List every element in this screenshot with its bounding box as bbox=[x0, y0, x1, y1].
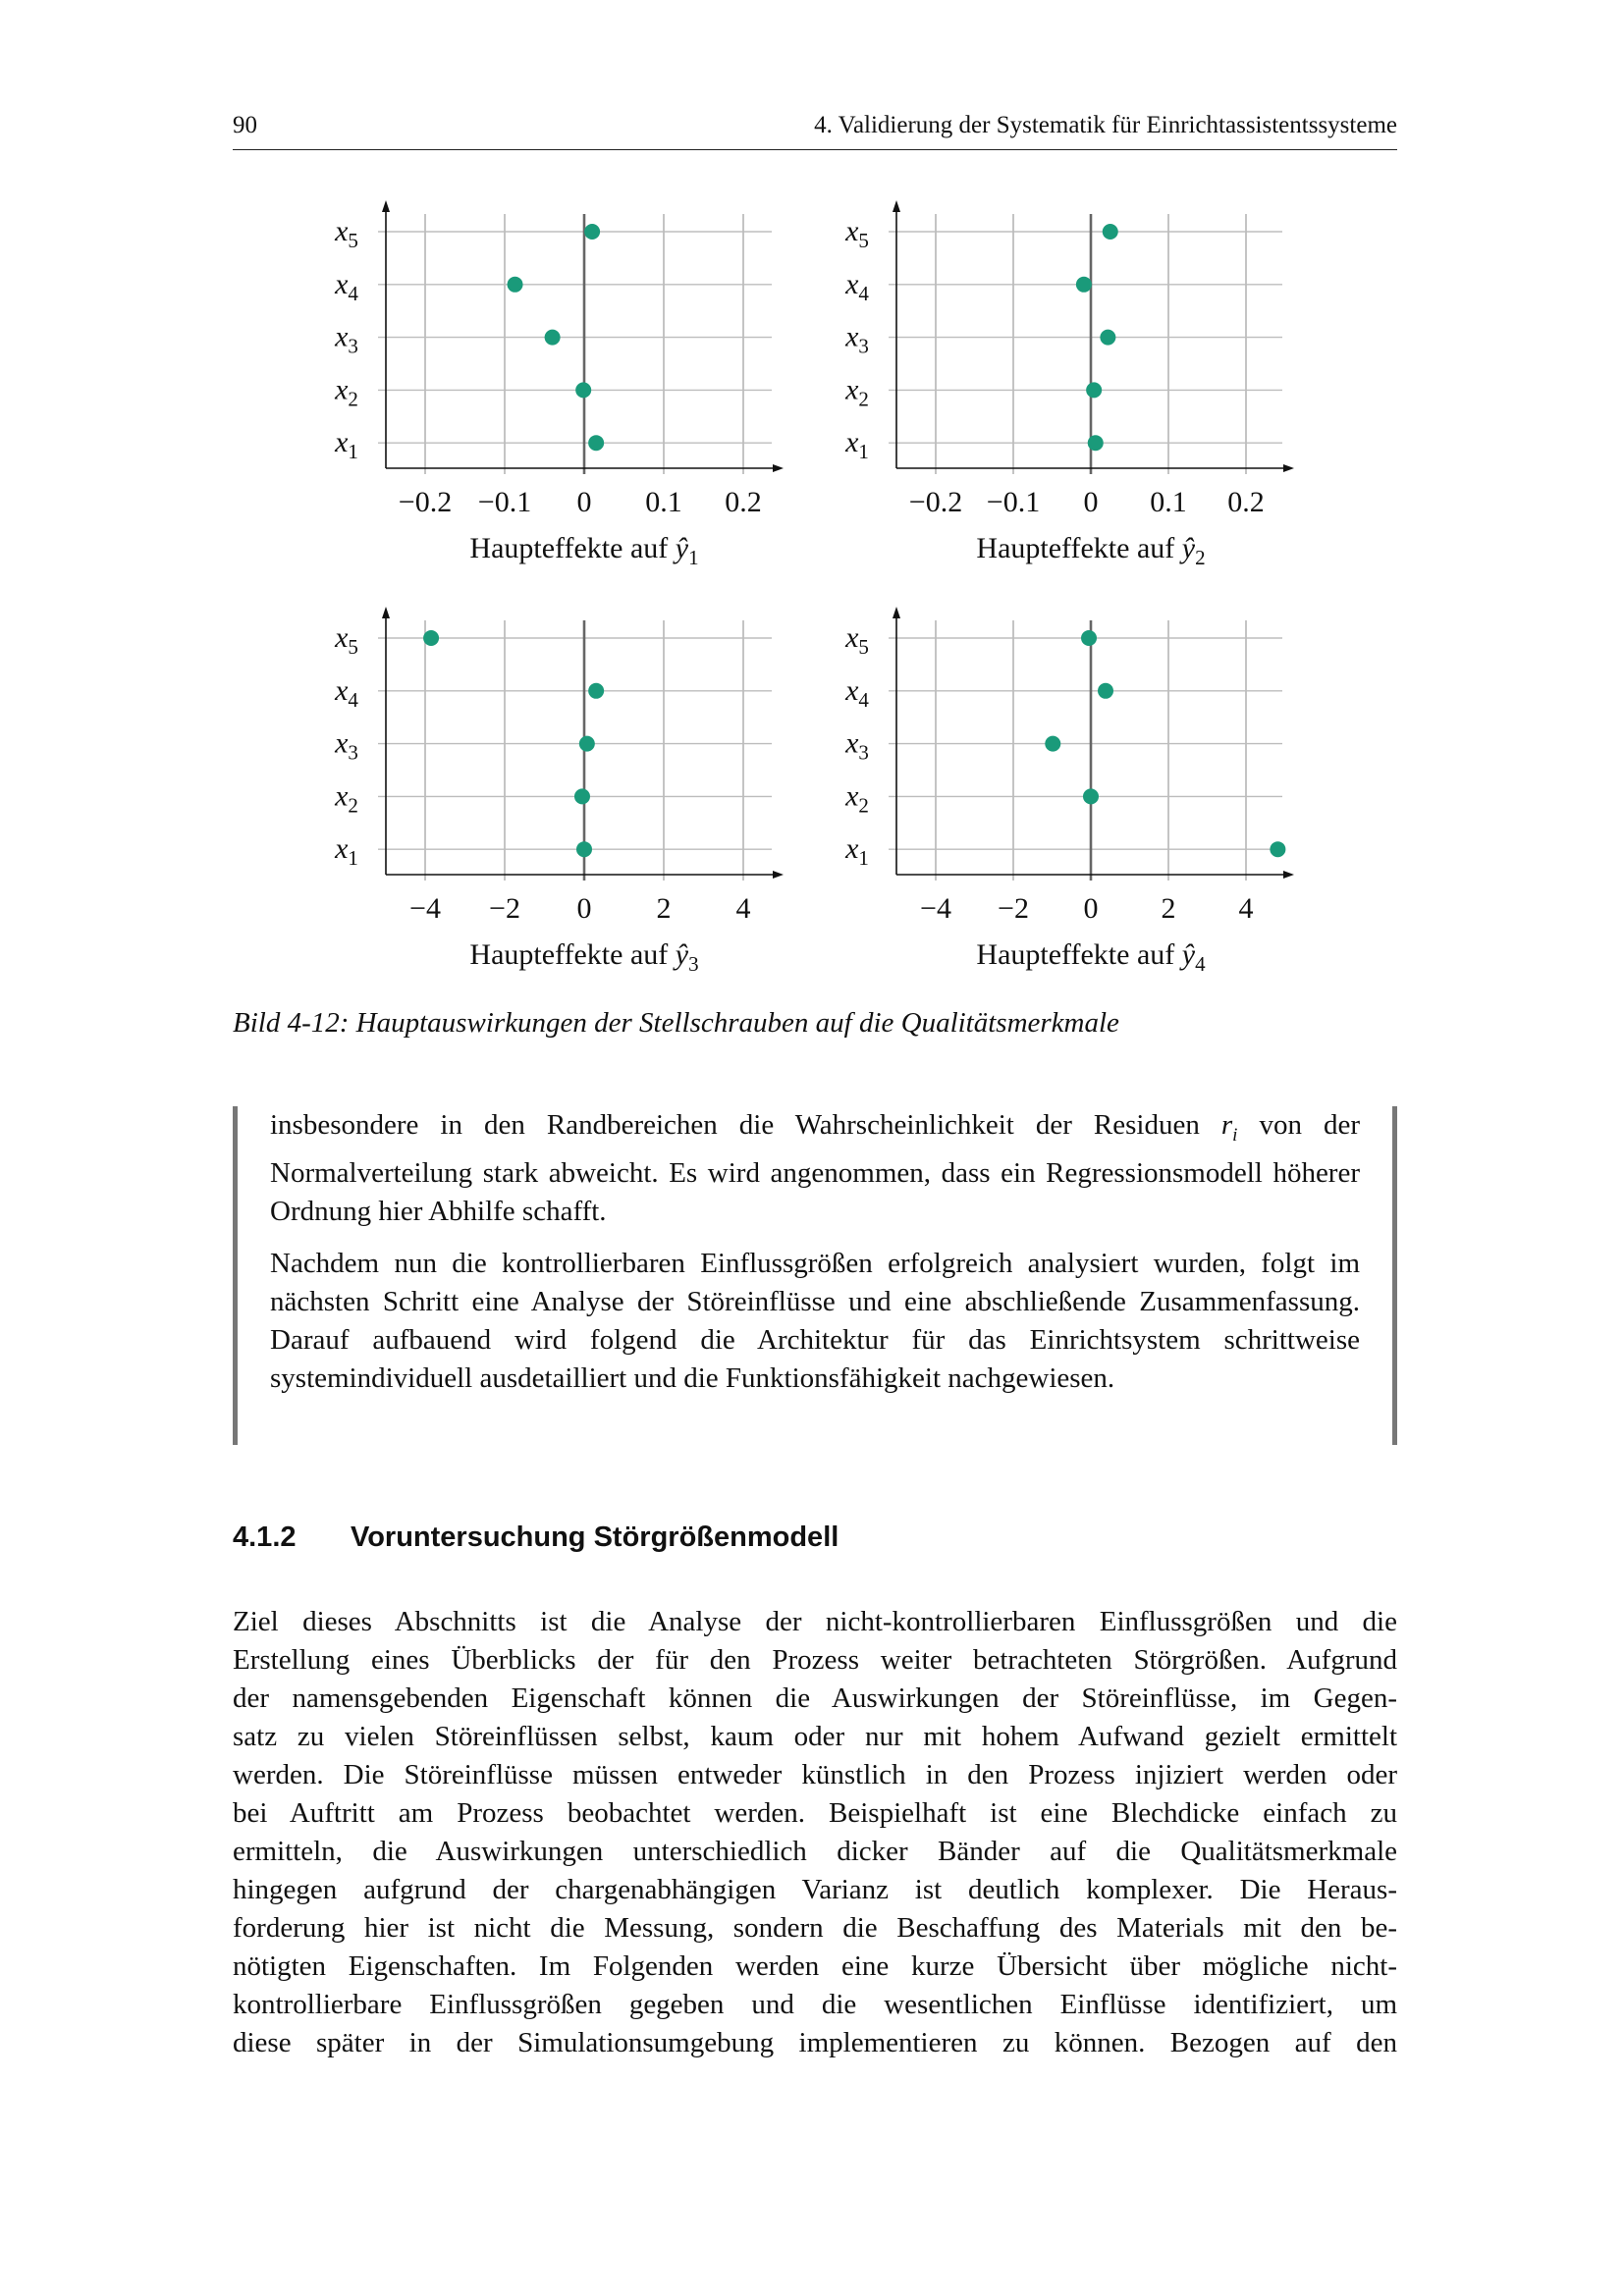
x-axis-title: Haupteffekte auf $ŷ_2$ bbox=[976, 532, 1206, 569]
y-tick-label: $x_5$ bbox=[845, 215, 869, 252]
body-line: diese später in der Simulationsumgebung implementieren zu können. Bezogen auf den bbox=[233, 2027, 1397, 2058]
data-point-x1 bbox=[576, 841, 592, 857]
data-point-x1 bbox=[588, 435, 604, 451]
body-line: Ziel dieses Abschnitts ist die Analyse der nicht-kontrollierbaren Einflussgrößen und die bbox=[233, 1606, 1397, 1637]
y-axis-arrow-icon bbox=[893, 607, 900, 618]
y-tick-label: $x_3$ bbox=[845, 320, 869, 358]
y-tick-label: $x_5$ bbox=[335, 215, 358, 252]
y-tick-label: $x_3$ bbox=[335, 726, 358, 765]
figure-caption-label: Bild 4-12 bbox=[233, 1007, 340, 1039]
data-point-x2 bbox=[1086, 382, 1102, 398]
y-tick-label: $x_2$ bbox=[845, 373, 869, 411]
x-tick-label: 0 bbox=[1083, 486, 1099, 518]
x-tick-label: −4 bbox=[920, 892, 951, 925]
x-tick-label: 2 bbox=[656, 892, 672, 925]
chart-panel-1 bbox=[334, 200, 784, 569]
body-paragraph bbox=[233, 1603, 1397, 2062]
y-tick-label: $x_4$ bbox=[335, 267, 358, 305]
y-axis-arrow-icon bbox=[893, 200, 900, 212]
x-tick-label: 0.1 bbox=[645, 486, 682, 518]
data-point-x3 bbox=[579, 736, 595, 752]
body-line: ermitteln, die Auswirkungen unterschiedlich dicker Bänder auf die Qualitätsmerkmale bbox=[233, 1836, 1397, 1867]
body-line: der namensgebenden Eigenschaft können die Auswirkungen der Störeinflüsse, im Gegen- bbox=[233, 1682, 1397, 1714]
x-tick-label: −0.2 bbox=[908, 486, 963, 518]
data-point-x3 bbox=[545, 330, 561, 346]
body-line: nötigten Eigenschaften. Im Folgenden werden eine kurze Übersicht über mögliche nicht- bbox=[233, 1950, 1397, 1982]
chart-panel-3 bbox=[334, 607, 784, 976]
data-point-x5 bbox=[584, 224, 600, 240]
data-point-x1 bbox=[1088, 435, 1104, 451]
residual-var: r bbox=[1220, 1109, 1233, 1141]
data-point-x4 bbox=[1098, 683, 1113, 699]
data-point-x3 bbox=[1045, 736, 1060, 752]
x-tick-label: 2 bbox=[1161, 892, 1176, 925]
y-tick-label: $x_5$ bbox=[845, 621, 869, 659]
x-tick-label: −2 bbox=[998, 892, 1029, 925]
y-tick-label: $x_1$ bbox=[845, 426, 869, 464]
x-tick-label: 0.1 bbox=[1150, 486, 1187, 518]
y-tick-label: $x_3$ bbox=[335, 320, 358, 358]
x-tick-label: −4 bbox=[409, 892, 441, 925]
data-point-x2 bbox=[574, 788, 590, 804]
box-p1-text-a: insbesondere in den Randbereichen die Wahrscheinlichkeit der Residuen bbox=[270, 1109, 1221, 1141]
x-tick-label: 4 bbox=[735, 892, 751, 925]
x-axis-arrow-icon bbox=[773, 871, 784, 879]
section-title: Voruntersuchung Störgrößenmodell bbox=[351, 1522, 839, 1553]
x-tick-label: −0.1 bbox=[477, 486, 532, 518]
x-tick-label: 0 bbox=[1083, 892, 1099, 925]
data-point-x4 bbox=[1076, 277, 1092, 293]
x-axis-title: Haupteffekte auf $ŷ_3$ bbox=[469, 938, 699, 976]
y-axis-arrow-icon bbox=[382, 607, 390, 618]
running-head: 4. Validierung der Systematik für Einrichtassistentssysteme bbox=[814, 112, 1397, 138]
x-tick-label: −2 bbox=[489, 892, 520, 925]
y-axis-arrow-icon bbox=[382, 200, 390, 212]
data-point-x4 bbox=[508, 277, 523, 293]
section-heading bbox=[233, 1522, 839, 1554]
data-point-x1 bbox=[1270, 841, 1285, 857]
body-line: forderung hier ist nicht die Messung, sondern die Beschaffung des Materials mit den be- bbox=[233, 1912, 1397, 1944]
body-line: Erstellung eines Überblicks der für den Prozess weiter betrachteten Störgrößen. Aufgrund bbox=[233, 1644, 1397, 1676]
x-tick-label: −0.2 bbox=[398, 486, 453, 518]
data-point-x2 bbox=[575, 382, 591, 398]
y-tick-label: $x_4$ bbox=[845, 267, 869, 305]
data-point-x3 bbox=[1100, 330, 1115, 346]
section-number: 4.1.2 bbox=[233, 1522, 297, 1553]
x-axis-arrow-icon bbox=[773, 464, 784, 472]
y-tick-label: $x_4$ bbox=[335, 673, 358, 712]
y-tick-label: $x_2$ bbox=[845, 779, 869, 818]
highlight-box bbox=[233, 1106, 1397, 1445]
residual-symbol bbox=[1220, 1109, 1238, 1146]
y-tick-label: $x_1$ bbox=[845, 832, 869, 871]
x-tick-label: 0 bbox=[576, 892, 592, 925]
chart-panel-2 bbox=[844, 200, 1294, 569]
y-tick-label: $x_5$ bbox=[335, 621, 358, 659]
data-point-x5 bbox=[423, 630, 439, 646]
x-axis-arrow-icon bbox=[1283, 871, 1294, 879]
data-point-x4 bbox=[588, 683, 604, 699]
x-tick-label: 4 bbox=[1238, 892, 1254, 925]
figure-caption bbox=[233, 1007, 1119, 1040]
y-tick-label: $x_1$ bbox=[335, 832, 358, 871]
data-point-x5 bbox=[1081, 630, 1097, 646]
x-tick-label: 0.2 bbox=[1227, 486, 1265, 518]
body-line: hingegen aufgrund der chargenabhängigen Varianz ist deutlich komplexer. Die Heraus- bbox=[233, 1874, 1397, 1905]
y-tick-label: $x_2$ bbox=[335, 779, 358, 818]
box-p1-text-b: von der Normalverteilung stark abweicht. Es wird angenommen, dass ein Regressionsmodell höherer Ordnung hier Abhilfe schafft. bbox=[270, 1109, 1360, 1227]
y-tick-label: $x_3$ bbox=[845, 726, 869, 765]
data-point-x2 bbox=[1083, 788, 1099, 804]
y-tick-label: $x_1$ bbox=[335, 426, 358, 464]
x-tick-label: 0 bbox=[576, 486, 592, 518]
x-axis-title: Haupteffekte auf $ŷ_4$ bbox=[976, 938, 1206, 976]
chart-panel-4 bbox=[844, 607, 1294, 976]
x-tick-label: 0.2 bbox=[725, 486, 762, 518]
data-point-x5 bbox=[1103, 224, 1118, 240]
body-line: bei Auftritt am Prozess beobachtet werden. Beispielhaft ist eine Blechdicke einfach zu bbox=[233, 1797, 1397, 1829]
figure-caption-text: : Hauptauswirkungen der Stellschrauben auf die Qualitätsmerkmale bbox=[339, 1007, 1119, 1039]
y-tick-label: $x_4$ bbox=[845, 673, 869, 712]
box-paragraph-2: Nachdem nun die kontrollierbaren Einflussgrößen erfolgreich analysiert wurden, folgt im nächsten Schritt eine Analyse der Störeinflüsse und eine abschließende Zusammenfassung. Darauf aufbauend wird folgend die Architektur für das Einrichtsystem schrittweise systemindividuell ausdetailliert und die Funktionsfähigkeit nachgewiesen. bbox=[270, 1247, 1360, 1394]
y-tick-label: $x_2$ bbox=[335, 373, 358, 411]
body-line: satz zu vielen Störeinflüssen selbst, kaum oder nur mit hohem Aufwand gezielt ermittelt bbox=[233, 1721, 1397, 1752]
body-line: werden. Die Störeinflüsse müssen entweder künstlich in den Prozess injiziert werden oder bbox=[233, 1759, 1397, 1790]
x-axis-title: Haupteffekte auf $ŷ_1$ bbox=[469, 532, 699, 569]
x-axis-arrow-icon bbox=[1283, 464, 1294, 472]
page-number: 90 bbox=[233, 112, 257, 138]
body-line: kontrollierbare Einflussgrößen gegeben und die wesentlichen Einflüsse identifiziert, um bbox=[233, 1989, 1397, 2020]
x-tick-label: −0.1 bbox=[986, 486, 1041, 518]
main-effects-figure bbox=[0, 0, 1624, 991]
box-paragraph-1 bbox=[238, 1106, 1392, 1231]
residual-sub: i bbox=[1232, 1124, 1238, 1146]
